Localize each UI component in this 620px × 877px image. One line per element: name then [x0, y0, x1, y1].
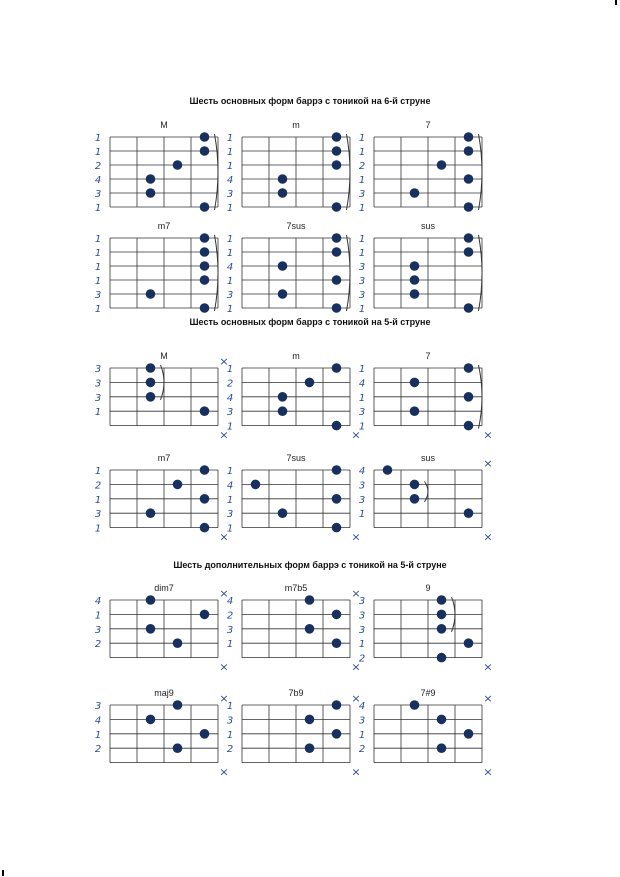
finger-dot: [464, 508, 474, 518]
finger-dot: [200, 494, 210, 504]
finger-number: 1: [226, 421, 234, 433]
finger-dot: [332, 363, 342, 373]
finger-number: 1: [358, 304, 366, 315]
finger-number: 3: [358, 715, 366, 727]
finger-dot: [437, 743, 447, 753]
finger-dot: [146, 595, 156, 605]
chord-name: sus: [420, 221, 436, 231]
muted-string-mark: ×: [483, 692, 493, 705]
finger-number: 1: [226, 248, 234, 259]
finger-dot: [173, 480, 183, 490]
finger-dot: [332, 700, 342, 710]
finger-dot: [464, 146, 474, 156]
finger-number: 3: [94, 189, 102, 200]
finger-number: 3: [94, 378, 102, 390]
finger-dot: [464, 363, 474, 373]
finger-number: 4: [226, 262, 234, 273]
barre-arc: [479, 235, 483, 311]
finger-dot: [437, 715, 447, 725]
finger-number: 1: [94, 610, 102, 622]
chord-name: m: [292, 120, 300, 130]
finger-dot: [146, 715, 156, 725]
chord-diagram: [227, 688, 361, 779]
finger-number: 4: [358, 701, 366, 712]
finger-dot: [410, 700, 420, 710]
finger-number: 3: [226, 624, 234, 636]
finger-number: 2: [94, 161, 102, 172]
finger-dot: [278, 261, 288, 271]
finger-number: 3: [358, 494, 366, 506]
finger-dot: [305, 624, 315, 634]
chord-diagram: [227, 453, 361, 544]
finger-dot: [173, 743, 183, 753]
finger-dot: [305, 378, 315, 388]
finger-number: 4: [226, 175, 234, 186]
section-title: Шесть дополнительных форм баррэ с тоникой на 5-й струне: [173, 560, 447, 570]
finger-dot: [437, 610, 447, 620]
finger-dot: [146, 289, 156, 299]
muted-string-mark: ×: [483, 457, 493, 470]
finger-number: 2: [226, 378, 234, 390]
finger-dot: [464, 638, 474, 648]
finger-dot: [278, 508, 288, 518]
chord-name: M: [160, 120, 168, 130]
finger-dot: [332, 421, 342, 431]
finger-dot: [464, 421, 474, 431]
finger-dot: [332, 303, 342, 313]
finger-number: 1: [226, 203, 234, 214]
finger-dot: [383, 465, 393, 475]
finger-dot: [146, 508, 156, 518]
finger-number: 3: [226, 189, 234, 200]
chord-diagram: [227, 583, 361, 674]
chord-diagram: [359, 120, 482, 214]
chord-diagram: [95, 120, 218, 214]
finger-number: 1: [358, 364, 366, 375]
muted-string-mark: ×: [219, 530, 229, 544]
finger-dot: [200, 233, 210, 243]
finger-number: 1: [94, 133, 102, 144]
finger-number: 1: [358, 392, 366, 404]
finger-number: 2: [358, 161, 366, 172]
chord-name: 7sus: [286, 221, 306, 231]
finger-dot: [173, 638, 183, 648]
muted-string-mark: ×: [483, 660, 493, 674]
finger-dot: [332, 132, 342, 142]
finger-number: 3: [226, 715, 234, 727]
chord-diagram: [95, 688, 229, 779]
finger-number: 1: [358, 234, 366, 245]
chord-name: 7#9: [420, 688, 436, 698]
chord-name: m7: [157, 453, 171, 463]
finger-number: 1: [358, 203, 366, 214]
barre-arc: [479, 134, 483, 210]
finger-number: 1: [358, 509, 366, 521]
finger-dot: [410, 188, 420, 198]
chord-name: 7: [425, 120, 431, 130]
finger-number: 1: [94, 729, 102, 741]
finger-number: 2: [94, 744, 102, 756]
finger-dot: [200, 146, 210, 156]
barre-arc: [215, 235, 219, 311]
finger-dot: [200, 610, 210, 620]
finger-number: 1: [94, 234, 102, 245]
finger-dot: [332, 494, 342, 504]
chord-diagram: [227, 221, 350, 315]
finger-dot: [200, 303, 210, 313]
finger-number: 4: [94, 596, 102, 607]
finger-dot: [464, 174, 474, 184]
finger-number: 1: [94, 147, 102, 158]
muted-string-mark: ×: [351, 660, 361, 674]
finger-dot: [146, 624, 156, 634]
finger-dot: [200, 247, 210, 257]
finger-dot: [305, 715, 315, 725]
finger-dot: [437, 624, 447, 634]
finger-number: 1: [226, 523, 234, 535]
chord-name: maj9: [154, 688, 174, 698]
finger-number: 1: [226, 364, 234, 375]
chord-name: dim7: [154, 583, 174, 593]
finger-number: 3: [94, 290, 102, 301]
finger-number: 2: [94, 639, 102, 651]
finger-number: 1: [358, 133, 366, 144]
finger-number: 4: [226, 392, 234, 404]
chord-diagram: [359, 453, 493, 544]
section-title: Шесть основных форм баррэ с тоникой на 6-й струне: [189, 96, 431, 106]
finger-dot: [173, 160, 183, 170]
chord-name: 9: [425, 583, 431, 593]
finger-number: 1: [226, 161, 234, 172]
barre-arc: [347, 235, 351, 311]
finger-number: 1: [358, 147, 366, 158]
finger-dot: [200, 523, 210, 533]
chord-diagram: [359, 351, 493, 442]
finger-number: 1: [226, 234, 234, 245]
chord-name: sus: [420, 453, 436, 463]
finger-number: 1: [94, 466, 102, 477]
finger-number: 3: [94, 701, 102, 712]
finger-number: 3: [226, 290, 234, 301]
finger-number: 1: [358, 421, 366, 433]
chord-diagram: [95, 221, 218, 315]
finger-number: 1: [226, 639, 234, 651]
finger-number: 3: [358, 610, 366, 622]
finger-dot: [200, 275, 210, 285]
finger-dot: [200, 729, 210, 739]
muted-string-mark: ×: [351, 530, 361, 544]
muted-string-mark: ×: [351, 587, 361, 600]
finger-dot: [332, 465, 342, 475]
finger-dot: [464, 202, 474, 212]
finger-dot: [278, 289, 288, 299]
finger-dot: [464, 729, 474, 739]
finger-number: 3: [358, 480, 366, 492]
finger-dot: [146, 174, 156, 184]
finger-dot: [251, 480, 261, 490]
finger-dot: [332, 247, 342, 257]
finger-dot: [437, 595, 447, 605]
finger-dot: [410, 494, 420, 504]
finger-dot: [332, 729, 342, 739]
finger-number: 3: [358, 596, 366, 607]
chord-name: m: [292, 351, 300, 361]
finger-dot: [410, 406, 420, 416]
finger-dot: [410, 275, 420, 285]
finger-number: 1: [226, 466, 234, 477]
chord-name: M: [160, 351, 168, 361]
muted-string-mark: ×: [483, 530, 493, 544]
finger-dot: [464, 132, 474, 142]
finger-dot: [278, 174, 288, 184]
finger-number: 1: [94, 276, 102, 287]
finger-dot: [332, 233, 342, 243]
finger-number: 3: [94, 364, 102, 375]
finger-dot: [332, 160, 342, 170]
chord-diagram: [359, 221, 482, 315]
section-title: Шесть основных форм баррэ с тоникой на 5-й струне: [189, 317, 431, 327]
chord-diagram: [95, 351, 229, 442]
finger-number: 3: [94, 392, 102, 404]
finger-number: 3: [226, 407, 234, 419]
finger-number: 1: [94, 203, 102, 214]
finger-dot: [332, 638, 342, 648]
finger-number: 1: [94, 407, 102, 419]
corner-mark-top: [615, 0, 617, 5]
finger-dot: [146, 392, 156, 402]
finger-number: 4: [226, 480, 234, 492]
finger-dot: [464, 303, 474, 313]
finger-number: 4: [94, 715, 102, 727]
finger-dot: [278, 406, 288, 416]
finger-dot: [410, 378, 420, 388]
finger-number: 1: [94, 248, 102, 259]
muted-string-mark: ×: [219, 428, 229, 442]
finger-number: 1: [94, 494, 102, 506]
finger-number: 1: [226, 304, 234, 315]
chord-name: m7: [157, 221, 171, 231]
finger-number: 3: [358, 290, 366, 301]
muted-string-mark: ×: [351, 765, 361, 779]
muted-string-mark: ×: [219, 660, 229, 674]
finger-dot: [332, 523, 342, 533]
chord-name: m7b5: [284, 583, 308, 593]
finger-dot: [410, 480, 420, 490]
muted-string-mark: ×: [483, 765, 493, 779]
finger-dot: [305, 743, 315, 753]
barre-arc: [347, 134, 351, 210]
finger-dot: [464, 247, 474, 257]
chord-name: 7sus: [286, 453, 306, 463]
finger-dot: [278, 188, 288, 198]
finger-dot: [410, 261, 420, 271]
finger-dot: [173, 700, 183, 710]
muted-string-mark: ×: [351, 428, 361, 442]
finger-number: 1: [226, 701, 234, 712]
finger-number: 1: [94, 262, 102, 273]
muted-string-mark: ×: [219, 765, 229, 779]
finger-dot: [146, 188, 156, 198]
finger-dot: [332, 146, 342, 156]
barre-arc: [215, 134, 219, 210]
chord-diagram: [359, 583, 493, 674]
finger-dot: [200, 132, 210, 142]
finger-number: 1: [358, 639, 366, 651]
finger-number: 2: [358, 744, 366, 756]
chord-diagram: [95, 453, 229, 544]
finger-dot: [464, 392, 474, 402]
muted-string-mark: ×: [483, 428, 493, 442]
muted-string-mark: ×: [219, 587, 229, 600]
corner-mark-bottom: [2, 870, 4, 876]
finger-number: 2: [226, 744, 234, 756]
finger-dot: [200, 202, 210, 212]
finger-dot: [332, 275, 342, 285]
finger-dot: [464, 233, 474, 243]
muted-string-mark: ×: [351, 692, 361, 705]
finger-dot: [305, 595, 315, 605]
finger-number: 3: [94, 624, 102, 636]
finger-number: 4: [358, 378, 366, 390]
finger-number: 1: [94, 523, 102, 535]
chord-name: 7: [425, 351, 431, 361]
finger-number: 1: [226, 147, 234, 158]
finger-number: 4: [358, 466, 366, 477]
finger-number: 1: [358, 175, 366, 186]
finger-number: 2: [226, 610, 234, 622]
finger-dot: [410, 289, 420, 299]
muted-string-mark: ×: [219, 355, 229, 368]
chord-diagram: [227, 351, 361, 442]
finger-dot: [200, 465, 210, 475]
finger-number: 3: [358, 276, 366, 287]
finger-number: 3: [358, 189, 366, 200]
finger-dot: [200, 261, 210, 271]
chord-name: 7b9: [288, 688, 304, 698]
finger-number: 4: [94, 175, 102, 186]
finger-number: 1: [358, 729, 366, 741]
finger-number: 1: [94, 304, 102, 315]
finger-number: 2: [94, 480, 102, 492]
finger-dot: [278, 392, 288, 402]
finger-number: 3: [358, 624, 366, 636]
finger-dot: [332, 202, 342, 212]
finger-number: 3: [358, 262, 366, 273]
finger-dot: [437, 160, 447, 170]
finger-number: 3: [94, 509, 102, 521]
finger-number: 2: [358, 653, 366, 665]
finger-number: 1: [226, 729, 234, 741]
finger-number: 4: [226, 596, 234, 607]
chord-diagram: [95, 583, 229, 674]
finger-number: 3: [358, 407, 366, 419]
chord-diagram: [227, 120, 350, 214]
finger-dot: [332, 610, 342, 620]
finger-number: 3: [226, 509, 234, 521]
finger-number: 1: [226, 276, 234, 287]
finger-dot: [200, 406, 210, 416]
finger-number: 1: [226, 133, 234, 144]
finger-dot: [146, 363, 156, 373]
finger-number: 1: [358, 248, 366, 259]
finger-dot: [146, 378, 156, 388]
finger-dot: [437, 653, 447, 663]
chord-diagram: [359, 688, 493, 779]
muted-string-mark: ×: [219, 692, 229, 705]
finger-number: 1: [226, 494, 234, 506]
